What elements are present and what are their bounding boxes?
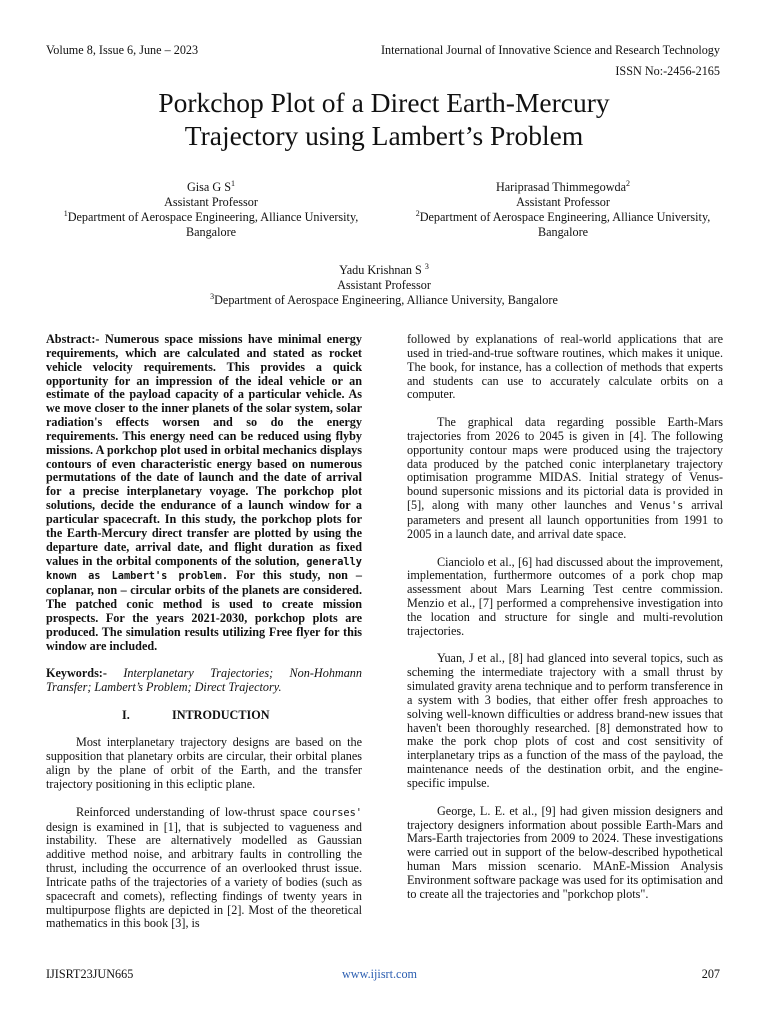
paragraph-text-cont: arrival parameters and present all launch opportunities from 1991 to 2005 in a launch date, and arrival date space. xyxy=(407,498,723,541)
journal-website-link[interactable]: www.ijisrt.com xyxy=(342,967,418,981)
abstract-mono-text: generally known as Lambert's problem. xyxy=(46,555,362,583)
journal-name: International Journal of Innovative Science and Research Technology xyxy=(380,43,720,57)
author-block-2 xyxy=(392,180,734,240)
paper-title xyxy=(60,86,708,152)
author-role: Assistant Professor xyxy=(164,195,258,209)
author-role: Assistant Professor xyxy=(516,195,610,209)
paper-id: IJISRT23JUN665 xyxy=(46,967,134,981)
paragraph: George, L. E. et al., [9] had given mission designers and trajectory designers information about possible Earth-Mars and Mars-Earth trajectories from 2009 to 2024. These investigations were carried out in support of the below-described hypothetical human Mars mission scenario. MAnE-Mission Analysis Environment software package was used for its optimisation and to create all the trajectories and "porkchop plots". xyxy=(407,803,723,901)
paragraph: Cianciolo et al., [6] had discussed about the improvement, implementation, furthermore outcomes of a pork chop map assessment about Mars Learning Test centre commission. Menzio et al., [7] performed a comprehensive investigation into the location and structure for single and multi-revolution trajectories. xyxy=(407,554,723,638)
abstract-text: Numerous space missions have minimal energy requirements, which are calculated and stated as rocket vehicle velocity requirements. This provides a quick opportunity for an impression of the ideal vehicle or an estimate of the payload capacity of a particular vehicle. As we move closer to the inner planets of the solar system, solar radiation's effects worsen and so do the energy requirements. This energy need can be reduced using flyby missions. A porkchop plot used in orbital mechanics displays contours of even characteristic energy based on numerous permutations of the date of launch and the date of arrival for a precise interplanetary voyage. The porkchop plot solutions, decide the endurance of a launch window for a particular spacecraft. In this study, the porkchop plots for the Earth-Mercury direct transfer are plotted by using the departure date, arrival date, and flight duration as fixed values in the orbital components of the solution, xyxy=(46,332,362,568)
author-name: Gisa G S xyxy=(186,180,231,194)
paragraph: Yuan, J et al., [8] had glanced into several topics, such as scheming the intermediate trajectory with a small thrust by simulated gravity arena technique and to perform transference in a system with 3 bodies, that either offer fresh approaches to solving well-known difficulties or address brand-new issues that haven't been thoroughly researched. [8] demonstrated how to make the pork chop plots of cost and cost sensitivity of interplanetary trips as a function of the mass of the payload, the maintenance needs of the destination orbit, and the engine-specific impulse. xyxy=(407,651,723,790)
page-number: 207 xyxy=(701,967,720,981)
author-name: Yadu Krishnan S xyxy=(339,263,422,277)
abstract xyxy=(46,333,362,653)
author-sup: 3 xyxy=(424,261,429,271)
paragraph: Most interplanetary trajectory designs are based on the supposition that planetary orbits are circular, their orbital planes align by the plane of orbit of the Earth, and the transfer trajectory positioning in this ecliptic plane. xyxy=(46,735,362,791)
author-name: Hariprasad Thimmegowda xyxy=(495,180,627,194)
author-sup: 1 xyxy=(231,178,235,188)
paragraph xyxy=(46,806,362,932)
affiliation-sup: 3 xyxy=(210,291,215,301)
right-column xyxy=(407,333,723,902)
affiliation-sup: 2 xyxy=(415,208,420,218)
author-block-1 xyxy=(46,180,376,240)
abstract-label: Abstract:- xyxy=(46,332,100,346)
author-affiliation: Department of Aerospace Engineering, Alliance University, Bangalore xyxy=(67,210,359,239)
paragraph-mono-text: Venus's xyxy=(639,500,684,513)
affiliation-sup: 1 xyxy=(63,208,68,218)
paragraph-text: The graphical data regarding possible Earth-Mars trajectories from 2026 to 2045 is given in [4]. The following opportunity contour maps were produced using the trajectory data produced by the patched conic interplanetary trajectory optimisation programme MIDAS. Initial strategy of Venus-bound supersonic missions and its pictorial data is provided in [5], along with many other launches and xyxy=(407,415,723,513)
author-affiliation: Department of Aerospace Engineering, Alliance University, Bangalore xyxy=(214,293,558,307)
section-title: INTRODUCTION xyxy=(172,707,270,722)
author-block-3 xyxy=(60,263,708,308)
paragraph-text: Reinforced understanding of low-thrust space xyxy=(76,804,313,819)
author-affiliation: Department of Aerospace Engineering, Alliance University, Bangalore xyxy=(419,210,711,239)
author-sup: 2 xyxy=(626,178,631,188)
keywords-label: Keywords:- xyxy=(46,666,107,681)
issn: ISSN No:-2456-2165 xyxy=(615,64,720,78)
author-role: Assistant Professor xyxy=(337,278,431,292)
section-number: I. xyxy=(122,707,130,722)
keywords-text: Interplanetary Trajectories; Non-Hohmann Transfer; Lambert’s Problem; Direct Trajectory. xyxy=(46,666,362,695)
paragraph-text-cont: design is examined in [1], that is subjected to vagueness and instability. These are alternatively modelled as Gaussian additive method noise, and arbitrary faults in controlling the thrust, including the occurrence of an overlooked thrust issue. Intricate paths of the trajectories of a variety of bodies (such as spacecraft and comets), reflecting findings of twenty years in multipurpose flights are depicted in [2]. Most of the theoretical mathematics in this book [3], is xyxy=(46,819,362,931)
volume-info: Volume 8, Issue 6, June – 2023 xyxy=(46,43,199,57)
keywords xyxy=(46,667,362,695)
title-line-1: Porkchop Plot of a Direct Earth-Mercury xyxy=(158,87,610,118)
paragraph-mono-text: courses' xyxy=(312,806,362,819)
paragraph: followed by explanations of real-world applications that are used in tried-and-true software routines, which makes it unique. The book, for instance, has a collection of methods that experts and students can use to accurately calculate orbits on a computer. xyxy=(407,332,723,402)
left-column xyxy=(46,333,362,931)
paragraph xyxy=(407,416,723,542)
abstract-text-cont: For this study, non – coplanar, non – circular orbits of the planets are considered. The patched conic method is used to create mission prospects. For the years 2021-2030, porkchop plots are produced. The simulation results utilizing Free flyer for this window are included. xyxy=(46,568,362,653)
section-heading xyxy=(46,709,362,723)
title-line-2: Trajectory using Lambert’s Problem xyxy=(184,120,584,151)
